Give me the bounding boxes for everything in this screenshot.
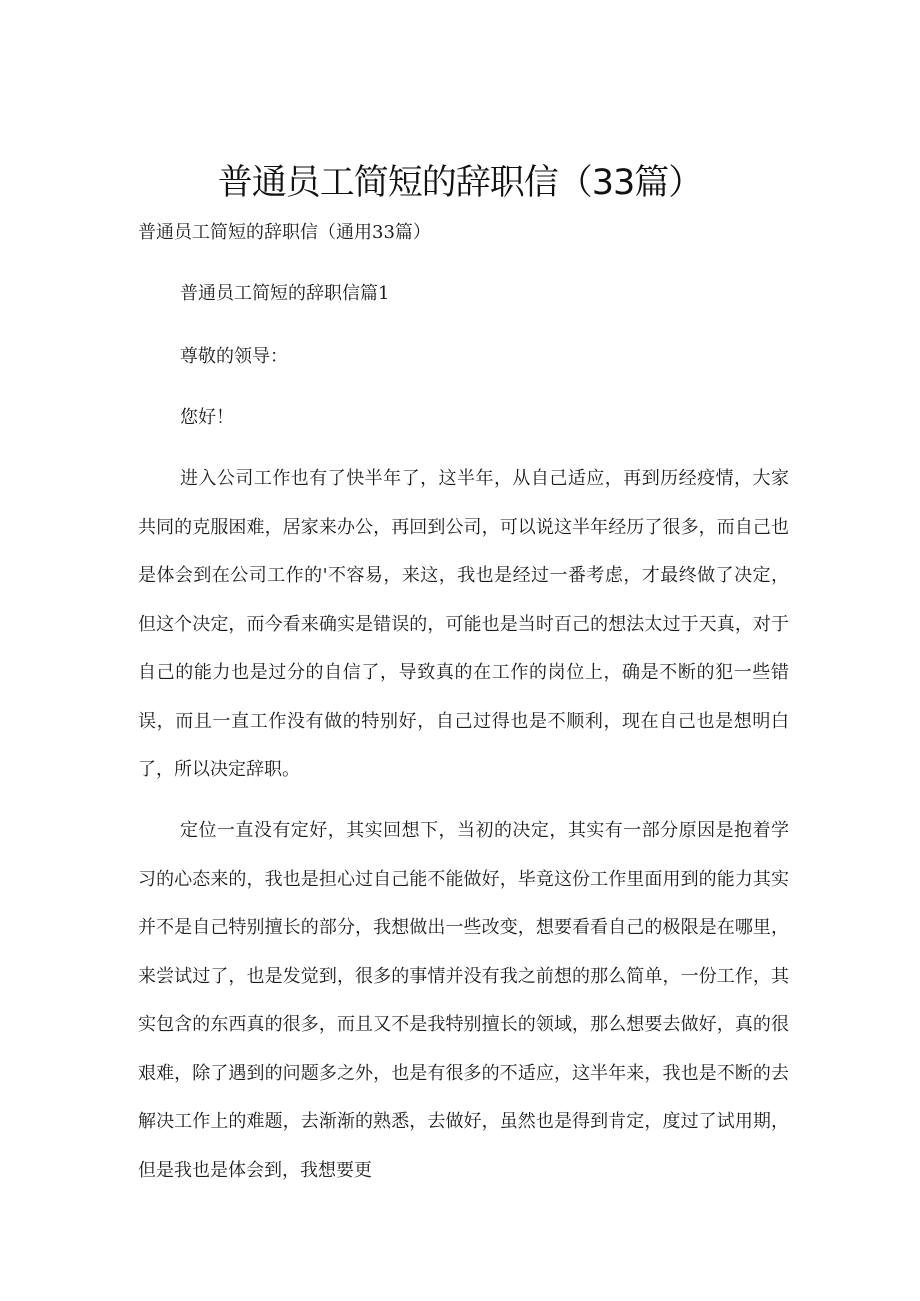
body-paragraph: 定位一直没有定好，其实回想下，当初的决定，其实有一部分原因是抱着学习的心态来的，我也是担心过自己能不能做好，毕竟这份工作里面用到的能力其实并不是自己特别擅长的部分，我想做出一些改变，想要看看自己的极限是在哪里，来尝试过了，也是发觉到，很多的事情并没有我之前想的那么简单，一份工作，其实包含的东西真的很多，而且又不是我特别擅长的领域，那么想要去做好，真的很艰难，除了遇到的问题多之外，也是有很多的不适应，这半年来，我也是不断的去解决工作上的难题，去渐渐的熟悉，去做好，虽然也是得到肯定，度过了试用期，但是我也是体会到，我想要更: [138, 820, 789, 1181]
greeting: 您好！: [180, 407, 234, 428]
document-subtitle: 普通员工简短的辞职信（通用33篇）: [138, 222, 431, 243]
document-title: 普通员工简短的辞职信（33篇）: [217, 163, 703, 203]
salutation: 尊敬的领导：: [180, 346, 288, 367]
body-paragraph: 进入公司工作也有了快半年了，这半年，从自己适应，再到历经疫情，大家共同的克服困难，居家来办公，再回到公司，可以说这半年经历了很多，而自己也是体会到在公司工作的'不容易，来这，我也是经过一番考虑，才最终做了决定，但这个决定，而今看来确实是错误的，可能也是当时百己的想法太过于天真，对于自己的能力也是过分的自信了，导致真的在工作的岗位上，确是不断的犯一些错误，而且一直工作没有做的特别好，自己过得也是不顺利，现在自己也是想明白了，所以决定辞职。: [138, 468, 789, 780]
section-heading: 普通员工简短的辞职信篇1: [180, 283, 390, 304]
